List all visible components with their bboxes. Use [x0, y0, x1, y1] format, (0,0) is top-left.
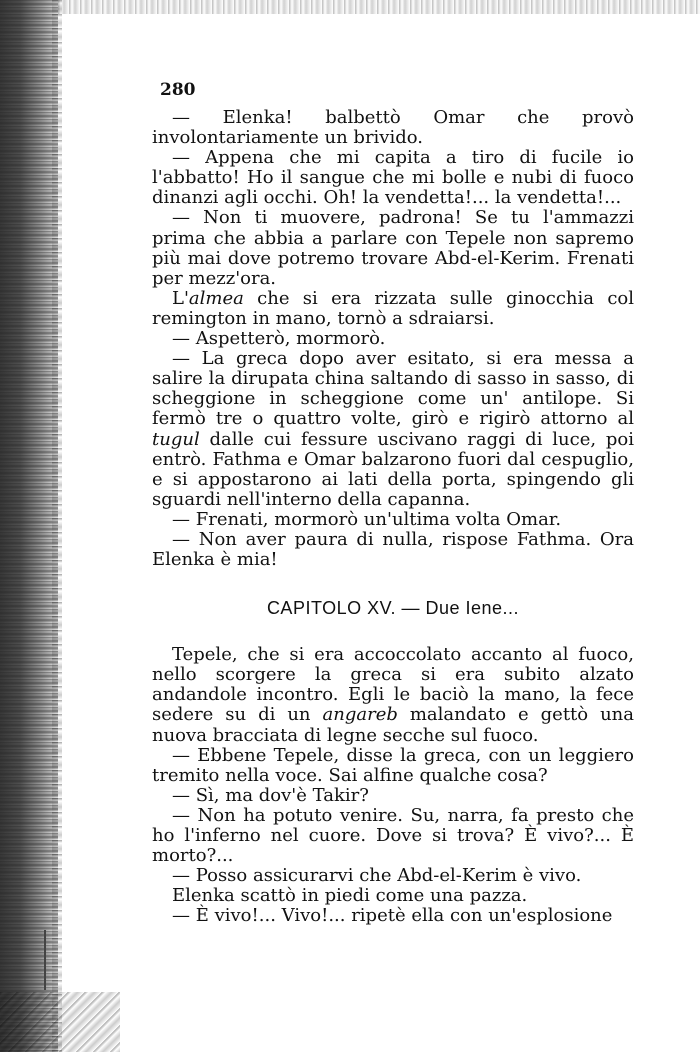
text: che si era rizzata sulle ginocchia col remington in mano, tornò a sdraiarsi.: [152, 287, 634, 329]
text: — La greca dopo aver esitato, si era messa a salire la dirupata china saltando di sasso in sasso, di scheggione in scheggione come un' antilope. Si fermò tre o quattro volte, girò e rigirò attorno al: [152, 348, 634, 430]
paragraph: — Sì, ma dov'è Takir?: [172, 784, 369, 806]
paragraph-tugul: [152, 349, 634, 510]
paragraph-tepele: [152, 645, 634, 745]
paragraph-almea: [152, 289, 634, 329]
text: malandato e gettò una nuova bracciata di legne secche sul fuoco.: [152, 704, 635, 746]
paragraph: Elenka scattò in piedi come una pazza.: [172, 885, 528, 907]
text: Tepele, che si era accoccolato accanto al fuoco, nello scorgere la greca si era subito alzato andandole incontro. Egli le baciò la mano, la fece sedere su di un: [152, 644, 634, 726]
page-number: 280: [160, 80, 196, 100]
italic-word: almea: [188, 287, 244, 309]
paragraph: — È vivo!... Vivo!... ripetè ella con un'esplosione: [172, 905, 613, 927]
italic-word: tugul: [152, 428, 200, 450]
margin-mark: [44, 930, 60, 990]
paragraph: — Non ha potuto venire. Su, narra, fa presto che ho l'inferno nel cuore. Dove si trova? È vivo?... È morto?...: [152, 804, 634, 867]
text: L': [172, 287, 189, 309]
paragraph: — Elenka! balbettò Omar che provò involontariamente un brivido.: [152, 107, 634, 149]
italic-word: angareb: [322, 704, 398, 726]
paragraph: — Non aver paura di nulla, rispose Fathma. Ora Elenka è mia!: [152, 528, 634, 571]
paragraph: — Frenati, mormorò un'ultima volta Omar.: [172, 508, 562, 530]
book-page: [152, 80, 634, 926]
top-edge-noise: [58, 0, 700, 14]
bottom-corner-noise: [0, 992, 120, 1052]
book-spine-shadow: [0, 0, 58, 1052]
paragraph: — Ebbene Tepele, disse la greca, con un leggiero tremito nella voce. Sai alfine qualche cosa?: [152, 744, 634, 786]
paragraph: — Appena che mi capita a tiro di fucile io l'abbatto! Ho il sangue che mi bolle e nubi di fuoco dinanzi agli occhi. Oh! la vendetta!... la vendetta!...: [152, 147, 634, 209]
paragraph: — Posso assicurarvi che Abd-el-Kerim è vivo.: [172, 865, 582, 887]
text: dalle cui fessure uscivano raggi di luce, poi entrò. Fathma e Omar balzarono fuori dal cespuglio, e si appostarono ai lati della porta, spingendo gli sguardi nell'interno della capanna.: [152, 428, 634, 510]
paragraph: — Non ti muovere, padrona! Se tu l'ammazzi prima che abbia a parlare con Tepele non sapremo più mai dove potremo trovare Abd-el-Kerim. Frenati per mezz'ora.: [152, 207, 634, 289]
page-edge-shadow: [52, 0, 62, 1052]
chapter-heading: CAPITOLO XV. — Due Iene...: [266, 598, 520, 619]
paragraph: — Aspetterò, mormorò.: [172, 328, 386, 350]
